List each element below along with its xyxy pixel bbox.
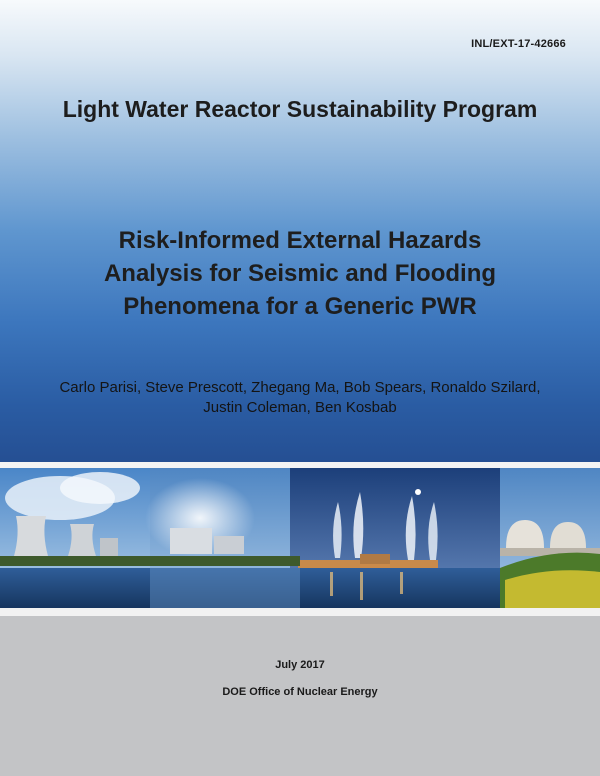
author-list bbox=[30, 378, 570, 418]
report-title-line: Risk-Informed External Hazards bbox=[118, 227, 482, 254]
divider-line bbox=[0, 608, 600, 616]
program-title: Light Water Reactor Sustainability Program bbox=[62, 96, 538, 122]
publication-date: July 2017 bbox=[275, 659, 325, 671]
power-plant-panorama bbox=[0, 468, 600, 608]
author-line: Carlo Parisi, Steve Prescott, Zhegang Ma, Bob Spears, Ronaldo Szilard, bbox=[59, 379, 541, 396]
report-number: INL/EXT-17-42666 bbox=[471, 38, 566, 50]
power-plant-photo-strip bbox=[0, 468, 600, 608]
report-title bbox=[40, 224, 560, 323]
author-line: Justin Coleman, Ben Kosbab bbox=[203, 399, 397, 416]
publisher: DOE Office of Nuclear Energy bbox=[222, 686, 378, 698]
report-title-line: Analysis for Seismic and Flooding bbox=[103, 260, 497, 287]
report-title-line: Phenomena for a Generic PWR bbox=[123, 293, 477, 320]
